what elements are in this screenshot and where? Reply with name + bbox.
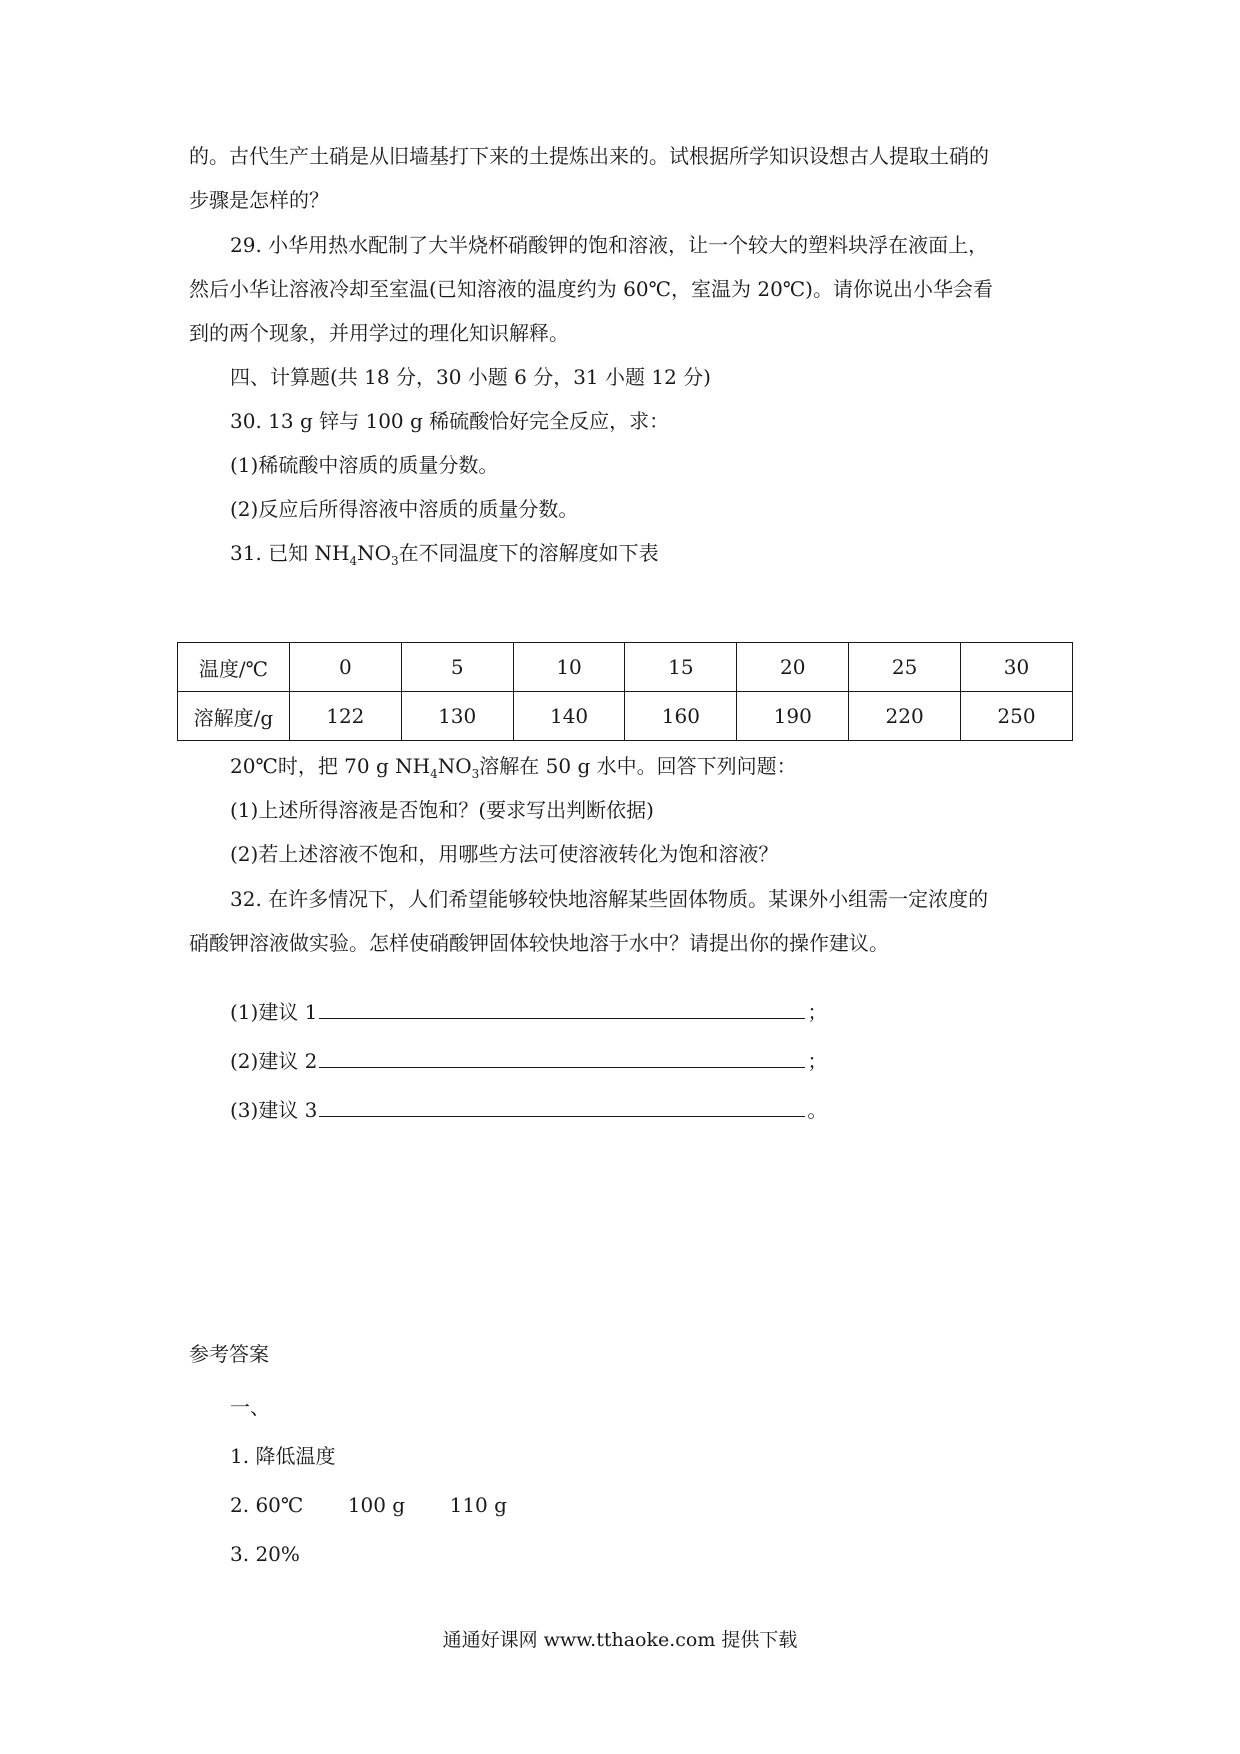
suggestion-2 <box>230 1047 827 1075</box>
subscript: 4 <box>349 554 358 568</box>
question-31 <box>230 539 659 575</box>
text-fragment: 在不同温度下的溶解度如下表 <box>398 541 659 565</box>
answer-blank <box>319 998 805 1019</box>
table-cell: 140 <box>513 692 625 741</box>
table-cell: 20 <box>737 643 849 692</box>
table-cell: 190 <box>737 692 849 741</box>
table-cell: 130 <box>401 692 513 741</box>
answer-item: 3. 20% <box>230 1542 300 1566</box>
table-cell: 0 <box>289 643 401 692</box>
answer-blank <box>319 1096 805 1117</box>
section-heading: 四、计算题(共 18 分，30 小题 6 分，31 小题 12 分) <box>230 365 711 389</box>
suggestion-label: (1)建议 1 <box>230 1000 318 1024</box>
subscript: 3 <box>391 554 399 568</box>
suggestion-label: (3)建议 3 <box>230 1098 318 1122</box>
answer-blank <box>319 1047 805 1068</box>
table-cell: 250 <box>961 692 1073 741</box>
answers-section: 一、 <box>230 1395 270 1419</box>
text-line <box>230 752 797 788</box>
solubility-table <box>177 642 1073 741</box>
suggestion-3 <box>230 1096 827 1124</box>
text-fragment: 31. 已知 NH <box>230 541 350 565</box>
sub-question: (2)反应后所得溶液中溶质的质量分数。 <box>230 497 579 521</box>
answer-item: 2. 60℃ 100 g 110 g <box>230 1493 507 1517</box>
table-cell: 15 <box>625 643 737 692</box>
sub-question: (1)上述所得溶液是否饱和？(要求写出判断依据) <box>230 798 654 822</box>
punctuation: ； <box>807 1000 828 1024</box>
text-line: 步骤是怎样的？ <box>189 188 329 212</box>
table-header-cell: 溶解度/g <box>178 692 290 741</box>
text-fragment: NO <box>437 754 472 778</box>
table-cell: 25 <box>849 643 961 692</box>
text-fragment: NO <box>357 541 392 565</box>
suggestion-label: (2)建议 2 <box>230 1049 318 1073</box>
text-line: 然后小华让溶液冷却至室温(已知溶液的温度约为 60℃，室温为 20℃)。请你说出小华会看 <box>189 277 993 301</box>
text-line: 硝酸钾溶液做实验。怎样使硝酸钾固体较快地溶于水中？请提出你的操作建议。 <box>189 931 889 955</box>
table-cell: 5 <box>401 643 513 692</box>
question-30: 30. 13 g 锌与 100 g 稀硫酸恰好完全反应，求： <box>230 409 670 433</box>
subscript: 3 <box>471 767 480 781</box>
table-cell: 122 <box>289 692 401 741</box>
question-32: 32. 在许多情况下，人们希望能够较快地溶解某些固体物质。某课外小组需一定浓度的 <box>230 887 989 911</box>
table-cell: 220 <box>849 692 961 741</box>
punctuation: ； <box>807 1049 828 1073</box>
table-header-cell: 温度/℃ <box>178 643 290 692</box>
punctuation: 。 <box>807 1098 828 1122</box>
text-fragment: 20℃时，把 70 g NH <box>230 754 431 778</box>
answer-item: 1. 降低温度 <box>230 1444 336 1468</box>
page-footer: 通通好课网 www.tthaoke.com 提供下载 <box>442 1629 798 1651</box>
suggestion-1 <box>230 998 827 1026</box>
question-29: 29. 小华用热水配制了大半烧杯硝酸钾的饱和溶液，让一个较大的塑料块浮在液面上， <box>230 233 989 257</box>
table-cell: 160 <box>625 692 737 741</box>
text-line: 到的两个现象，并用学过的理化知识解释。 <box>189 321 569 345</box>
table-row <box>178 692 1073 741</box>
table-row <box>178 643 1073 692</box>
sub-question: (2)若上述溶液不饱和，用哪些方法可使溶液转化为饱和溶液？ <box>230 842 779 866</box>
subscript: 4 <box>430 767 438 781</box>
text-line: 的。古代生产土硝是从旧墙基打下来的土提炼出来的。试根据所学知识设想古人提取土硝的 <box>189 144 989 168</box>
table-cell: 30 <box>961 643 1073 692</box>
answers-title: 参考答案 <box>189 1342 269 1366</box>
table-cell: 10 <box>513 643 625 692</box>
sub-question: (1)稀硫酸中溶质的质量分数。 <box>230 453 499 477</box>
text-fragment: 溶解在 50 g 水中。回答下列问题： <box>479 754 797 778</box>
